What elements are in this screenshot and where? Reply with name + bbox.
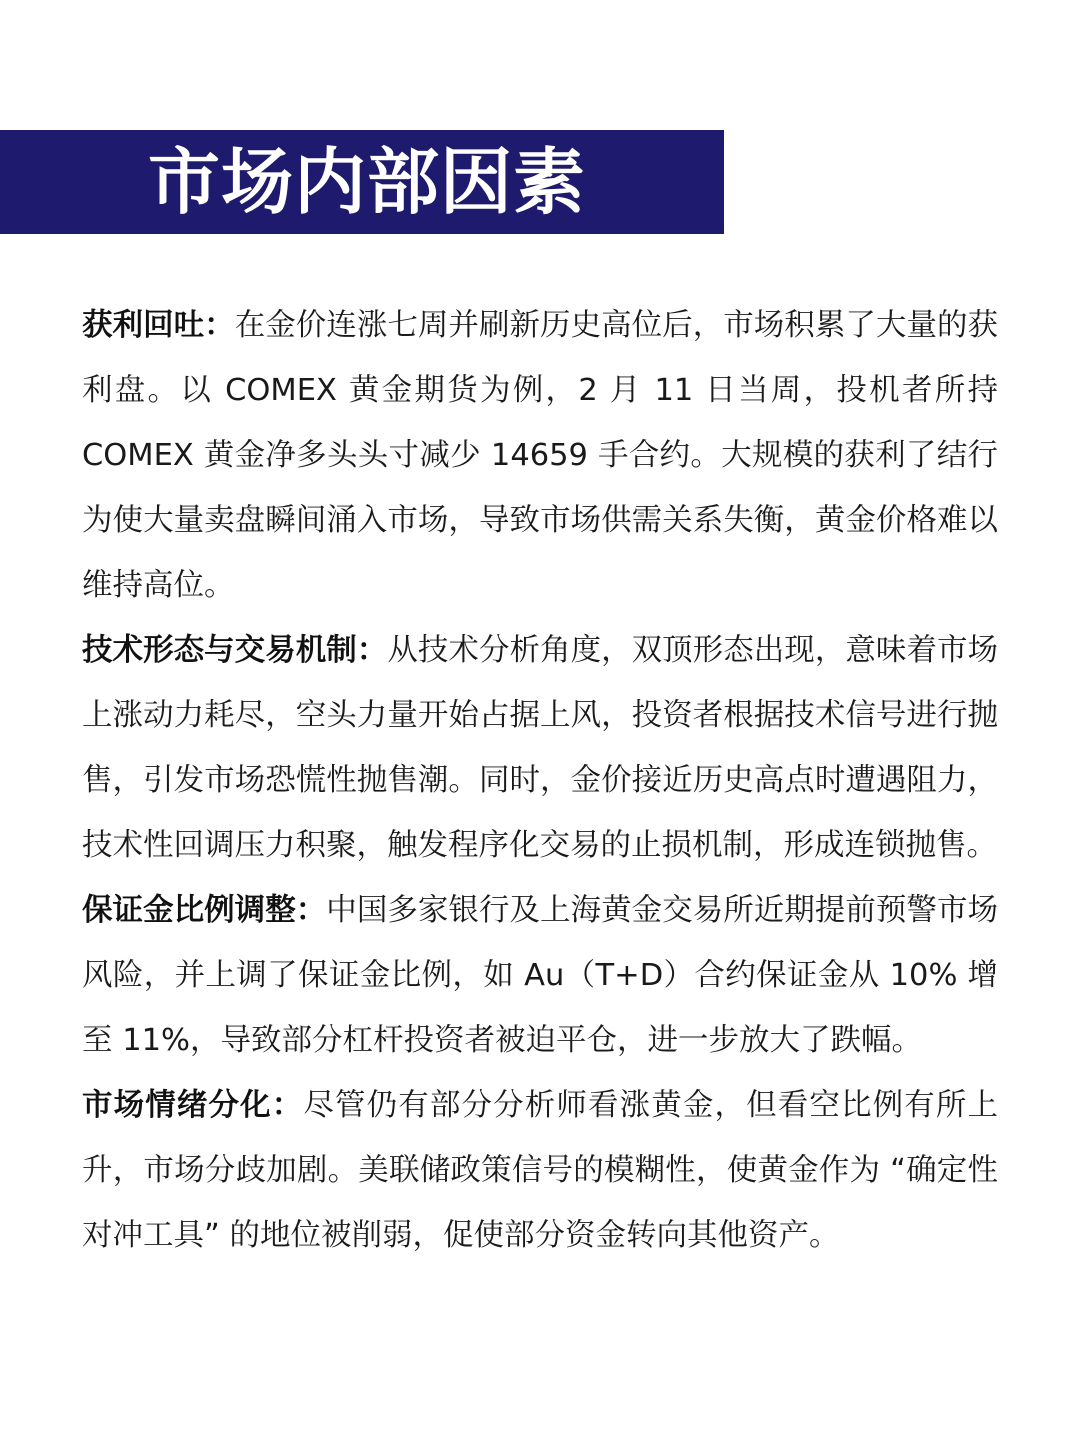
section-text: 从技术分析角度，双顶形态出现，意味着市场上涨动力耗尽，空头力量开始占据上风，投资者根据技术信号进行抛售，引发市场恐慌性抛售潮。同时，金价接近历史高点时遭遇阻力，技术性回调压力积聚，触发程序化交易的止损机制，形成连锁抛售。 <box>82 633 999 863</box>
section-margin <box>82 878 998 1073</box>
section-heading: 保证金比例调整： <box>82 893 327 928</box>
article-body <box>82 293 998 1268</box>
section-heading: 市场情绪分化： <box>82 1088 304 1123</box>
page-title: 市场内部因素 <box>148 140 587 224</box>
section-text: 在金价连涨七周并刷新历史高位后，市场积累了大量的获利盘。以 COMEX 黄金期货为例，2 月 11 日当周，投机者所持 COMEX 黄金净多头头寸减少 14659 手合约。大规模的获利了结行为使大量卖盘瞬间涌入市场，导致市场供需关系失衡，黄金价格难以维持高位。 <box>82 308 999 603</box>
section-text: 中国多家银行及上海黄金交易所近期提前预警市场风险，并上调了保证金比例，如 Au（T+D）合约保证金从 10% 增至 11%，导致部分杠杆投资者被迫平仓，进一步放大了跌幅。 <box>82 893 999 1058</box>
title-banner <box>0 130 724 234</box>
section-profit-taking <box>82 293 998 618</box>
section-text: 尽管仍有部分分析师看涨黄金，但看空比例有所上升，市场分歧加剧。美联储政策信号的模糊性，使黄金作为 “确定性对冲工具” 的地位被削弱，促使部分资金转向其他资产。 <box>82 1088 998 1253</box>
section-heading: 技术形态与交易机制： <box>82 633 388 668</box>
section-sentiment <box>82 1073 998 1268</box>
section-heading: 获利回吐： <box>82 308 235 343</box>
section-technical <box>82 618 998 878</box>
